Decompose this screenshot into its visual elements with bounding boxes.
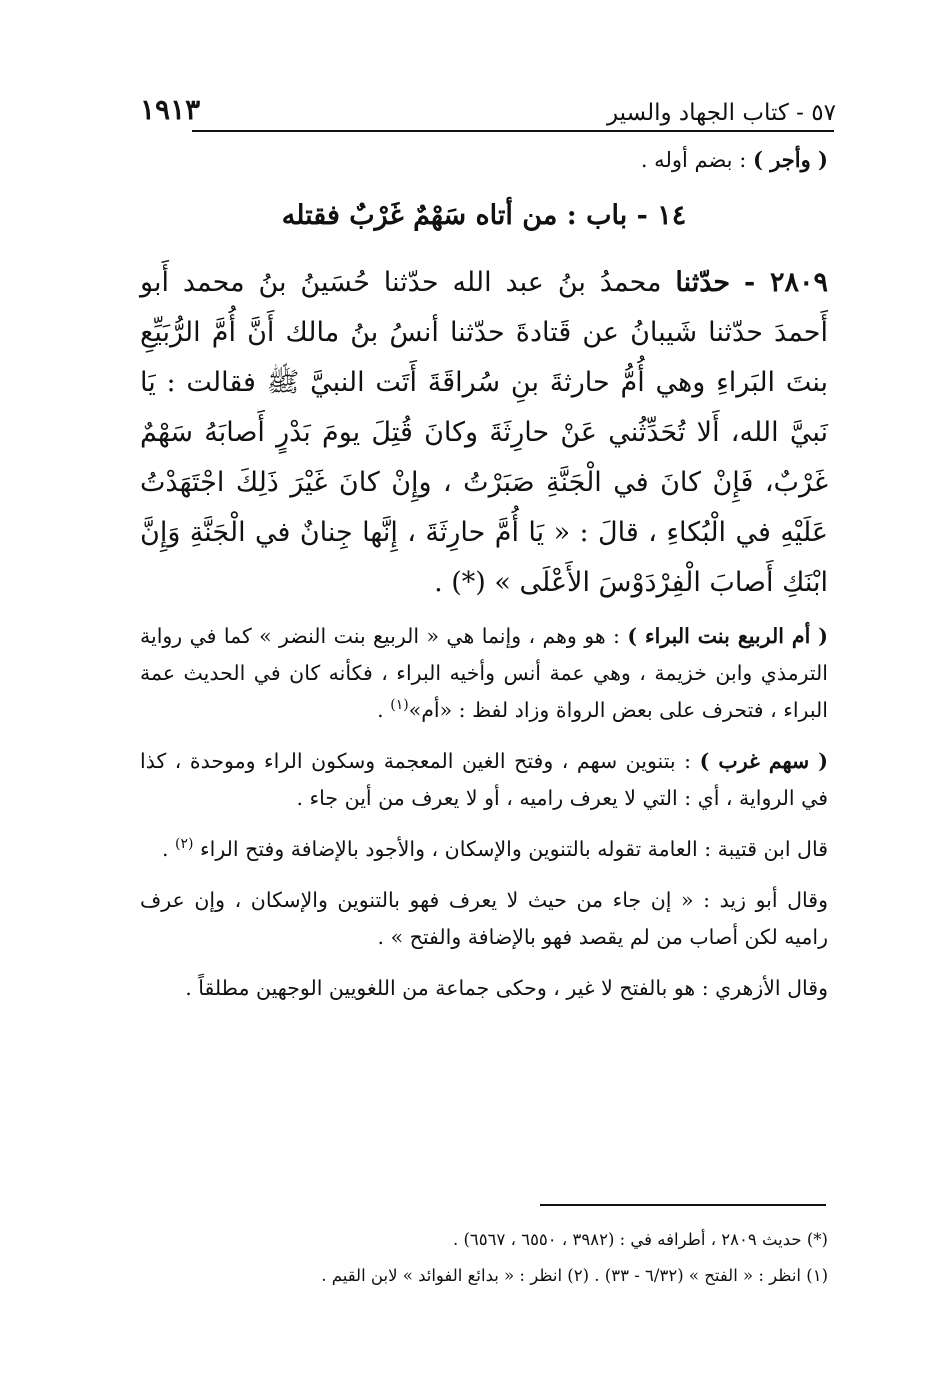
note-text: قال ابن قتيبة : العامة تقوله بالتنوين والإسكان ، والأجود بالإضافة وفتح الراء [200, 837, 828, 861]
commentary-note-2 [140, 743, 828, 817]
commentary-note-5 [140, 970, 828, 1007]
commentary-note-4 [140, 882, 828, 956]
note-end: . [161, 837, 175, 861]
note-term: ( أم الربيع بنت البراء ) [627, 624, 828, 648]
hadith-number: ٢٨٠٩ - [744, 267, 828, 298]
footnote-ref: (١) [390, 697, 409, 714]
page-number: ١٩١٣ [140, 93, 201, 126]
vocab-note [140, 140, 828, 180]
hadith-text [140, 258, 828, 608]
footnote-line: (١) انظر : « الفتح » (٦/٣٢ - ٣٣) . (٢) انظر : « بدائع الفوائد » لابن القيم . [321, 1266, 828, 1285]
footnotes [140, 1222, 828, 1294]
hadith-lead: حدّثنا [675, 267, 731, 298]
note-text: : بتنوين سهم ، وفتح الغين المعجمة وسكون الراء وموحدة ، كذا في الرواية ، أي : التي لا يعرف راميه ، أو لا يعرف من أين جاء . [140, 749, 828, 810]
page-header [140, 82, 836, 126]
note-text: : هو وهم ، وإنما هي « الربيع بنت النضر » كما في رواية الترمذي وابن خزيمة ، وهي عمة أنس وأخيه البراء ، فكأنه كان في الحديث عمة البراء ، فتحرف على بعض الرواة وزاد لفظ : «أم» [140, 624, 828, 722]
header-rule [192, 130, 834, 132]
vocab-term: ( وأجر ) [752, 147, 828, 172]
footnote-rule [540, 1204, 826, 1206]
footnote-ref: (٢) [175, 836, 194, 853]
note-text: وقال الأزهري : هو بالفتح لا غير ، وحكى جماعة من اللغويين الوجهين مطلقاً . [185, 976, 828, 1000]
note-end: . [377, 698, 391, 722]
hadith-body: محمدُ بنُ عبد الله حدّثنا حُسَينُ بنُ محمد أَبو أَحمدَ حدّثنا شَيبانُ عن قَتادةَ حدّثنا أنسُ بنُ مالك أَنَّ أُمَّ الرُّبَيِّعِ بنتَ البَراءِ وهي أُمُّ حارثةَ بنِ سُراقَةَ أَتَت النبيَّ ﷺ فقالت : يَا نَبيَّ الله، أَلا تُحَدِّثُني عَنْ حارِثَةَ وكانَ قُتِلَ يومَ بَدْرٍ أَصابَهُ سَهْمٌ غَرْبٌ، فَإِنْ كانَ في الْجَنَّةِ صَبَرْتُ ، وإِنْ كانَ غَيْرَ ذَلِكَ اجْتَهَدْتُ عَلَيْهِ في الْبُكاءِ ، قالَ : « يَا أُمَّ حارِثَةَ ، إِنَّها جِنانٌ في الْجَنَّةِ وَإِنَّ ابْنَكِ أَصابَ الْفِرْدَوْسَ الأَعْلَى » (*) . [140, 267, 828, 598]
page-body [140, 140, 828, 1021]
commentary-note-3 [140, 831, 828, 868]
running-title: ٥٧ - كتاب الجهاد والسير [606, 100, 836, 126]
vocab-text: : بضم أوله . [640, 148, 753, 172]
note-text: وقال أبو زيد : « إن جاء من حيث لا يعرف فهو بالتنوين والإسكان ، وإن عرف راميه لكن أصاب من لم يقصد فهو بالإضافة والفتح » . [140, 888, 828, 949]
footnote-line: (*) حديث ٢٨٠٩ ، أطرافه في : (٣٩٨٢ ، ٦٥٥٠ ، ٦٥٦٧) . [452, 1230, 828, 1249]
commentary-note-1 [140, 618, 828, 729]
note-term: ( سهم غرب ) [699, 749, 828, 773]
chapter-title: ١٤ - باب : من أتاه سَهْمٌ غَرْبٌ فقتله [281, 200, 687, 231]
